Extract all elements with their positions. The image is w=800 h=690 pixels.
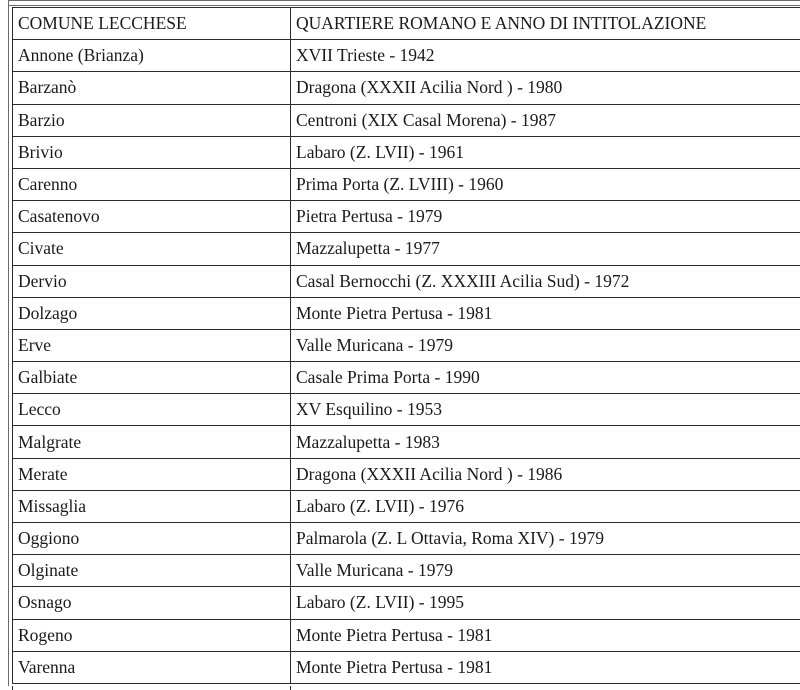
table-row [13, 329, 800, 361]
cell-comune: Annone (Brianza) [13, 40, 291, 72]
cell-comune: Osnago [13, 587, 291, 619]
cell-comune: Galbiate [13, 362, 291, 394]
comuni-quartieri-table [12, 7, 800, 684]
cell-comune: Carenno [13, 168, 291, 200]
cell-quartiere: Monte Pietra Pertusa - 1981 [291, 619, 800, 651]
cell-quartiere: Palmarola (Z. L Ottavia, Roma XIV) - 1979 [291, 523, 800, 555]
cell-quartiere: Mazzalupetta - 1983 [291, 426, 800, 458]
cell-quartiere: Labaro (Z. LVII) - 1976 [291, 490, 800, 522]
cell-comune: Erve [13, 329, 291, 361]
table-row [13, 362, 800, 394]
table-row [13, 587, 800, 619]
cell-quartiere: Labaro (Z. LVII) - 1995 [291, 587, 800, 619]
cell-comune: Varenna [13, 651, 291, 683]
table-row [13, 394, 800, 426]
cell-comune: Civate [13, 233, 291, 265]
table-header-row [13, 8, 800, 40]
cell-comune: Casatenovo [13, 201, 291, 233]
cell-quartiere: Casale Prima Porta - 1990 [291, 362, 800, 394]
header-quartiere-romano: QUARTIERE ROMANO E ANNO DI INTITOLAZIONE [291, 8, 800, 40]
bottom-tick-mid [290, 686, 291, 690]
table-row [13, 201, 800, 233]
table-row [13, 651, 800, 683]
table-row [13, 233, 800, 265]
cell-quartiere: Valle Muricana - 1979 [291, 555, 800, 587]
table-row [13, 265, 800, 297]
cell-quartiere: Prima Porta (Z. LVIII) - 1960 [291, 168, 800, 200]
cell-quartiere: Centroni (XIX Casal Morena) - 1987 [291, 104, 800, 136]
cell-comune: Barzio [13, 104, 291, 136]
table-row [13, 40, 800, 72]
cell-quartiere: Monte Pietra Pertusa - 1981 [291, 297, 800, 329]
table-row [13, 523, 800, 555]
cell-quartiere: Pietra Pertusa - 1979 [291, 201, 800, 233]
table-row [13, 555, 800, 587]
table-row [13, 619, 800, 651]
cell-comune: Brivio [13, 136, 291, 168]
cell-comune: Oggiono [13, 523, 291, 555]
cell-quartiere: Dragona (XXXII Acilia Nord ) - 1980 [291, 72, 800, 104]
page-top-border [8, 0, 800, 6]
header-comune-lecchese: COMUNE LECCHESE [13, 8, 291, 40]
cell-quartiere: Valle Muricana - 1979 [291, 329, 800, 361]
table-row [13, 426, 800, 458]
table-row [13, 72, 800, 104]
cell-quartiere: Mazzalupetta - 1977 [291, 233, 800, 265]
cell-quartiere: XVII Trieste - 1942 [291, 40, 800, 72]
cell-quartiere: Casal Bernocchi (Z. XXXIII Acilia Sud) - 1972 [291, 265, 800, 297]
cell-comune: Dolzago [13, 297, 291, 329]
table-row [13, 297, 800, 329]
table-row [13, 490, 800, 522]
cell-quartiere: Dragona (XXXII Acilia Nord ) - 1986 [291, 458, 800, 490]
bottom-edge [0, 686, 800, 690]
cell-comune: Missaglia [13, 490, 291, 522]
cell-comune: Olginate [13, 555, 291, 587]
cell-quartiere: XV Esquilino - 1953 [291, 394, 800, 426]
page-left-border [8, 0, 9, 690]
cell-comune: Merate [13, 458, 291, 490]
bottom-tick-left [12, 686, 13, 690]
table-body [13, 40, 800, 684]
cell-quartiere: Labaro (Z. LVII) - 1961 [291, 136, 800, 168]
table-row [13, 136, 800, 168]
cell-comune: Malgrate [13, 426, 291, 458]
table-row [13, 168, 800, 200]
table-row [13, 104, 800, 136]
table-row [13, 458, 800, 490]
cell-comune: Rogeno [13, 619, 291, 651]
cell-comune: Barzanò [13, 72, 291, 104]
cell-quartiere: Monte Pietra Pertusa - 1981 [291, 651, 800, 683]
cell-comune: Lecco [13, 394, 291, 426]
cell-comune: Dervio [13, 265, 291, 297]
